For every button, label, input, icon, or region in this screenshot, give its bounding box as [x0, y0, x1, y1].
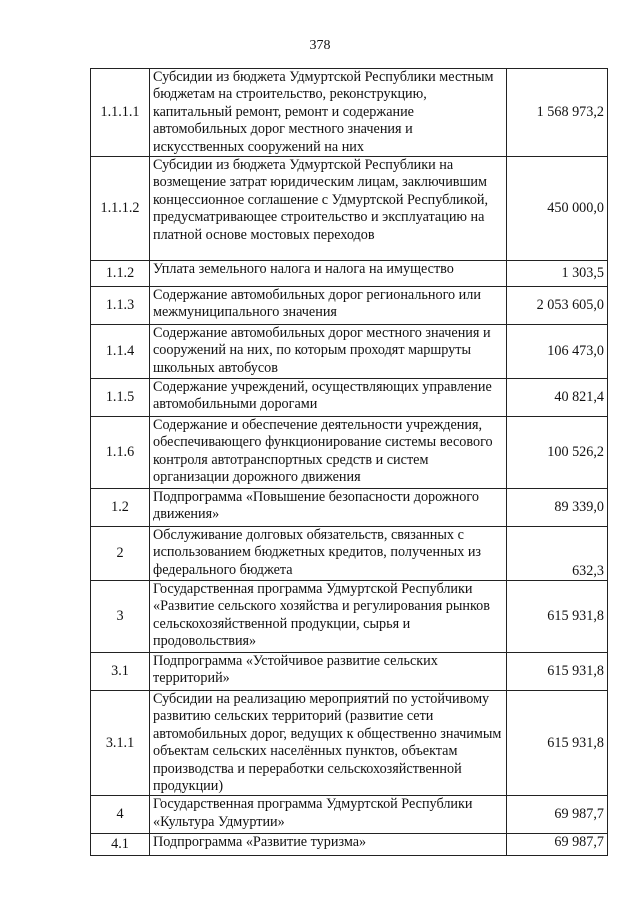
row-code: 1.2	[91, 489, 150, 527]
row-description: Субсидии из бюджета Удмуртской Республики местным бюджетам на строительство, реконструкцию, капитальный ремонт, ремонт и содержание автомобильных дорог местного значения и искусственных сооружений на них	[150, 69, 507, 157]
budget-table	[90, 68, 608, 856]
row-code: 4.1	[91, 834, 150, 856]
row-amount: 106 473,0	[507, 325, 608, 379]
table-row	[91, 287, 608, 325]
row-description: Государственная программа Удмуртской Республики «Развитие сельского хозяйства и регулирования рынков сельскохозяйственной продукции, сырья и продовольствия»	[150, 581, 507, 653]
row-code: 1.1.4	[91, 325, 150, 379]
row-code: 3.1.1	[91, 691, 150, 796]
row-description: Государственная программа Удмуртской Республики «Культура Удмуртии»	[150, 796, 507, 834]
table-row	[91, 691, 608, 796]
row-code: 1.1.1.2	[91, 157, 150, 261]
table-row	[91, 157, 608, 261]
table-row	[91, 581, 608, 653]
row-code: 4	[91, 796, 150, 834]
row-code: 1.1.6	[91, 417, 150, 489]
row-amount: 89 339,0	[507, 489, 608, 527]
row-description: Содержание автомобильных дорог регионального или межмуниципального значения	[150, 287, 507, 325]
row-code: 1.1.1.1	[91, 69, 150, 157]
row-amount: 450 000,0	[507, 157, 608, 261]
row-amount: 632,3	[507, 527, 608, 581]
row-amount: 615 931,8	[507, 653, 608, 691]
row-amount: 2 053 605,0	[507, 287, 608, 325]
row-amount: 1 568 973,2	[507, 69, 608, 157]
row-amount: 69 987,7	[507, 834, 608, 856]
row-code: 1.1.5	[91, 379, 150, 417]
row-description: Содержание учреждений, осуществляющих управление автомобильными дорогами	[150, 379, 507, 417]
row-description: Содержание и обеспечение деятельности учреждения, обеспечивающего функционирование системы весового контроля автотранспортных средств и систем организации дорожного движения	[150, 417, 507, 489]
row-code: 2	[91, 527, 150, 581]
table-row	[91, 69, 608, 157]
row-code: 3.1	[91, 653, 150, 691]
row-code: 1.1.2	[91, 261, 150, 287]
table-row	[91, 261, 608, 287]
table-row	[91, 325, 608, 379]
row-amount: 1 303,5	[507, 261, 608, 287]
row-amount: 69 987,7	[507, 796, 608, 834]
row-amount: 100 526,2	[507, 417, 608, 489]
row-amount: 615 931,8	[507, 581, 608, 653]
row-description: Подпрограмма «Развитие туризма»	[150, 834, 507, 856]
row-description: Уплата земельного налога и налога на имущество	[150, 261, 507, 287]
table-row	[91, 527, 608, 581]
row-amount: 40 821,4	[507, 379, 608, 417]
row-description: Подпрограмма «Устойчивое развитие сельских территорий»	[150, 653, 507, 691]
row-description: Субсидии на реализацию мероприятий по устойчивому развитию сельских территорий (развитие сети автомобильных дорог, ведущих к общественно значимым объектам сельских населённых пунктов, объектам производства и переработки сельскохозяйственной продукции)	[150, 691, 507, 796]
table-row	[91, 489, 608, 527]
row-amount: 615 931,8	[507, 691, 608, 796]
row-description: Субсидии из бюджета Удмуртской Республики на возмещение затрат юридическим лицам, заключившим концессионное соглашение с Удмуртской Республикой, предусматривающее строительство и эксплуатацию на платной основе мостовых переходов	[150, 157, 507, 261]
row-description: Подпрограмма «Повышение безопасности дорожного движения»	[150, 489, 507, 527]
table-row	[91, 796, 608, 834]
table-row	[91, 379, 608, 417]
row-code: 1.1.3	[91, 287, 150, 325]
row-description: Обслуживание долговых обязательств, связанных с использованием бюджетных кредитов, полученных из федерального бюджета	[150, 527, 507, 581]
table-row	[91, 653, 608, 691]
page-number: 378	[309, 38, 331, 53]
row-description: Содержание автомобильных дорог местного значения и сооружений на них, по которым проходят маршруты школьных автобусов	[150, 325, 507, 379]
table-row	[91, 417, 608, 489]
table-row	[91, 834, 608, 856]
row-code: 3	[91, 581, 150, 653]
